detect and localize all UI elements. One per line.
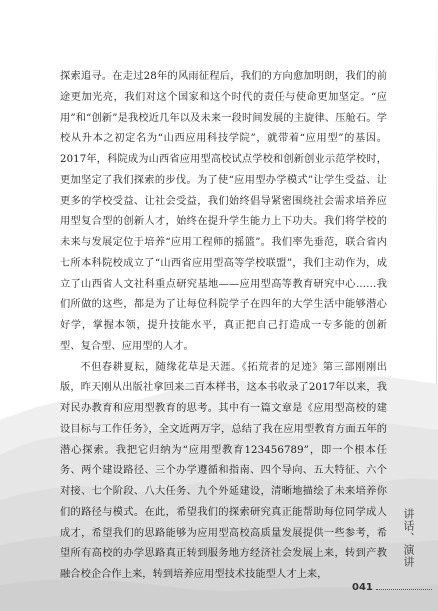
section-side-label: 讲话、演讲 — [402, 508, 415, 568]
article-body — [60, 67, 387, 586]
page-number: 041 — [352, 582, 373, 593]
paragraph: 不但春耕夏耘，随缘花草是天涯。《拓荒者的足迹》第三部刚刚出版，昨天刚从出版社拿回来二百本样书，这本书收录了2017年以来，我对民办教育和应用型教育的思考。其中有一篇文章是《应用型高校的建设目标与工作任务》，全文近两万字，总结了我在应用型教育方面五年的潜心探索。我把它归纳为“应用型教育123456789”，即一个根本任务、两个建设路径、三个办学遵循和指南、四个导向、五大特征、六个对接、七个阶段、八大任务、九个外延建设，清晰地描绘了未来培养你们的路径与模式。在此，希望我们的探索研究真正能帮助每位同学成人成才，希望我们的思路能够为应用型高校高质量发展提供一些参考，希望所有高校的办学思路真正转到服务地方经济社会发展上来，转到产教融合校企合作上来，转到培养应用型技术技能型人才上来， — [60, 361, 387, 580]
page-number-dotted-rule — [376, 589, 432, 590]
paragraph: 探索追寻。在走过28年的风雨征程后，我们的方向愈加明朗，我们的前途更加光亮，我们对这个国家和这个时代的责任与使命更加坚定。“应用”和“创新”是我校近几年以及未来一段时间发展的主旋律、压舱石。学校从升本之初定名为“山西应用科技学院”，就带着“应用型”的基因。2017年，科院成为山西省应用型高校试点学校和创新创业示范学校时，更加坚定了我们探索的步伐。为了使“应用型办学模式”让学生受益、让更多的学校受益、让社会受益，我们始终倡导紧密围绕社会需求培养应用型复合型的创新人才，始终在提升学生能力上下功夫。我们将学校的未来与发展定位于培养“应用工程师的摇篮”。我们率先垂范，联合省内七所本科院校成立了“山西省应用型高等学校联盟”，我们主动作为，成立了山西省人文社科重点研究基地——应用型高等教育研究中心……我们所做的这些，都是为了让每位科院学子在四年的大学生活中能够潜心好学，掌握本领，提升技能水平，真正把自己打造成一专多能的创新型、复合型、应用型的人才。 — [60, 71, 387, 352]
